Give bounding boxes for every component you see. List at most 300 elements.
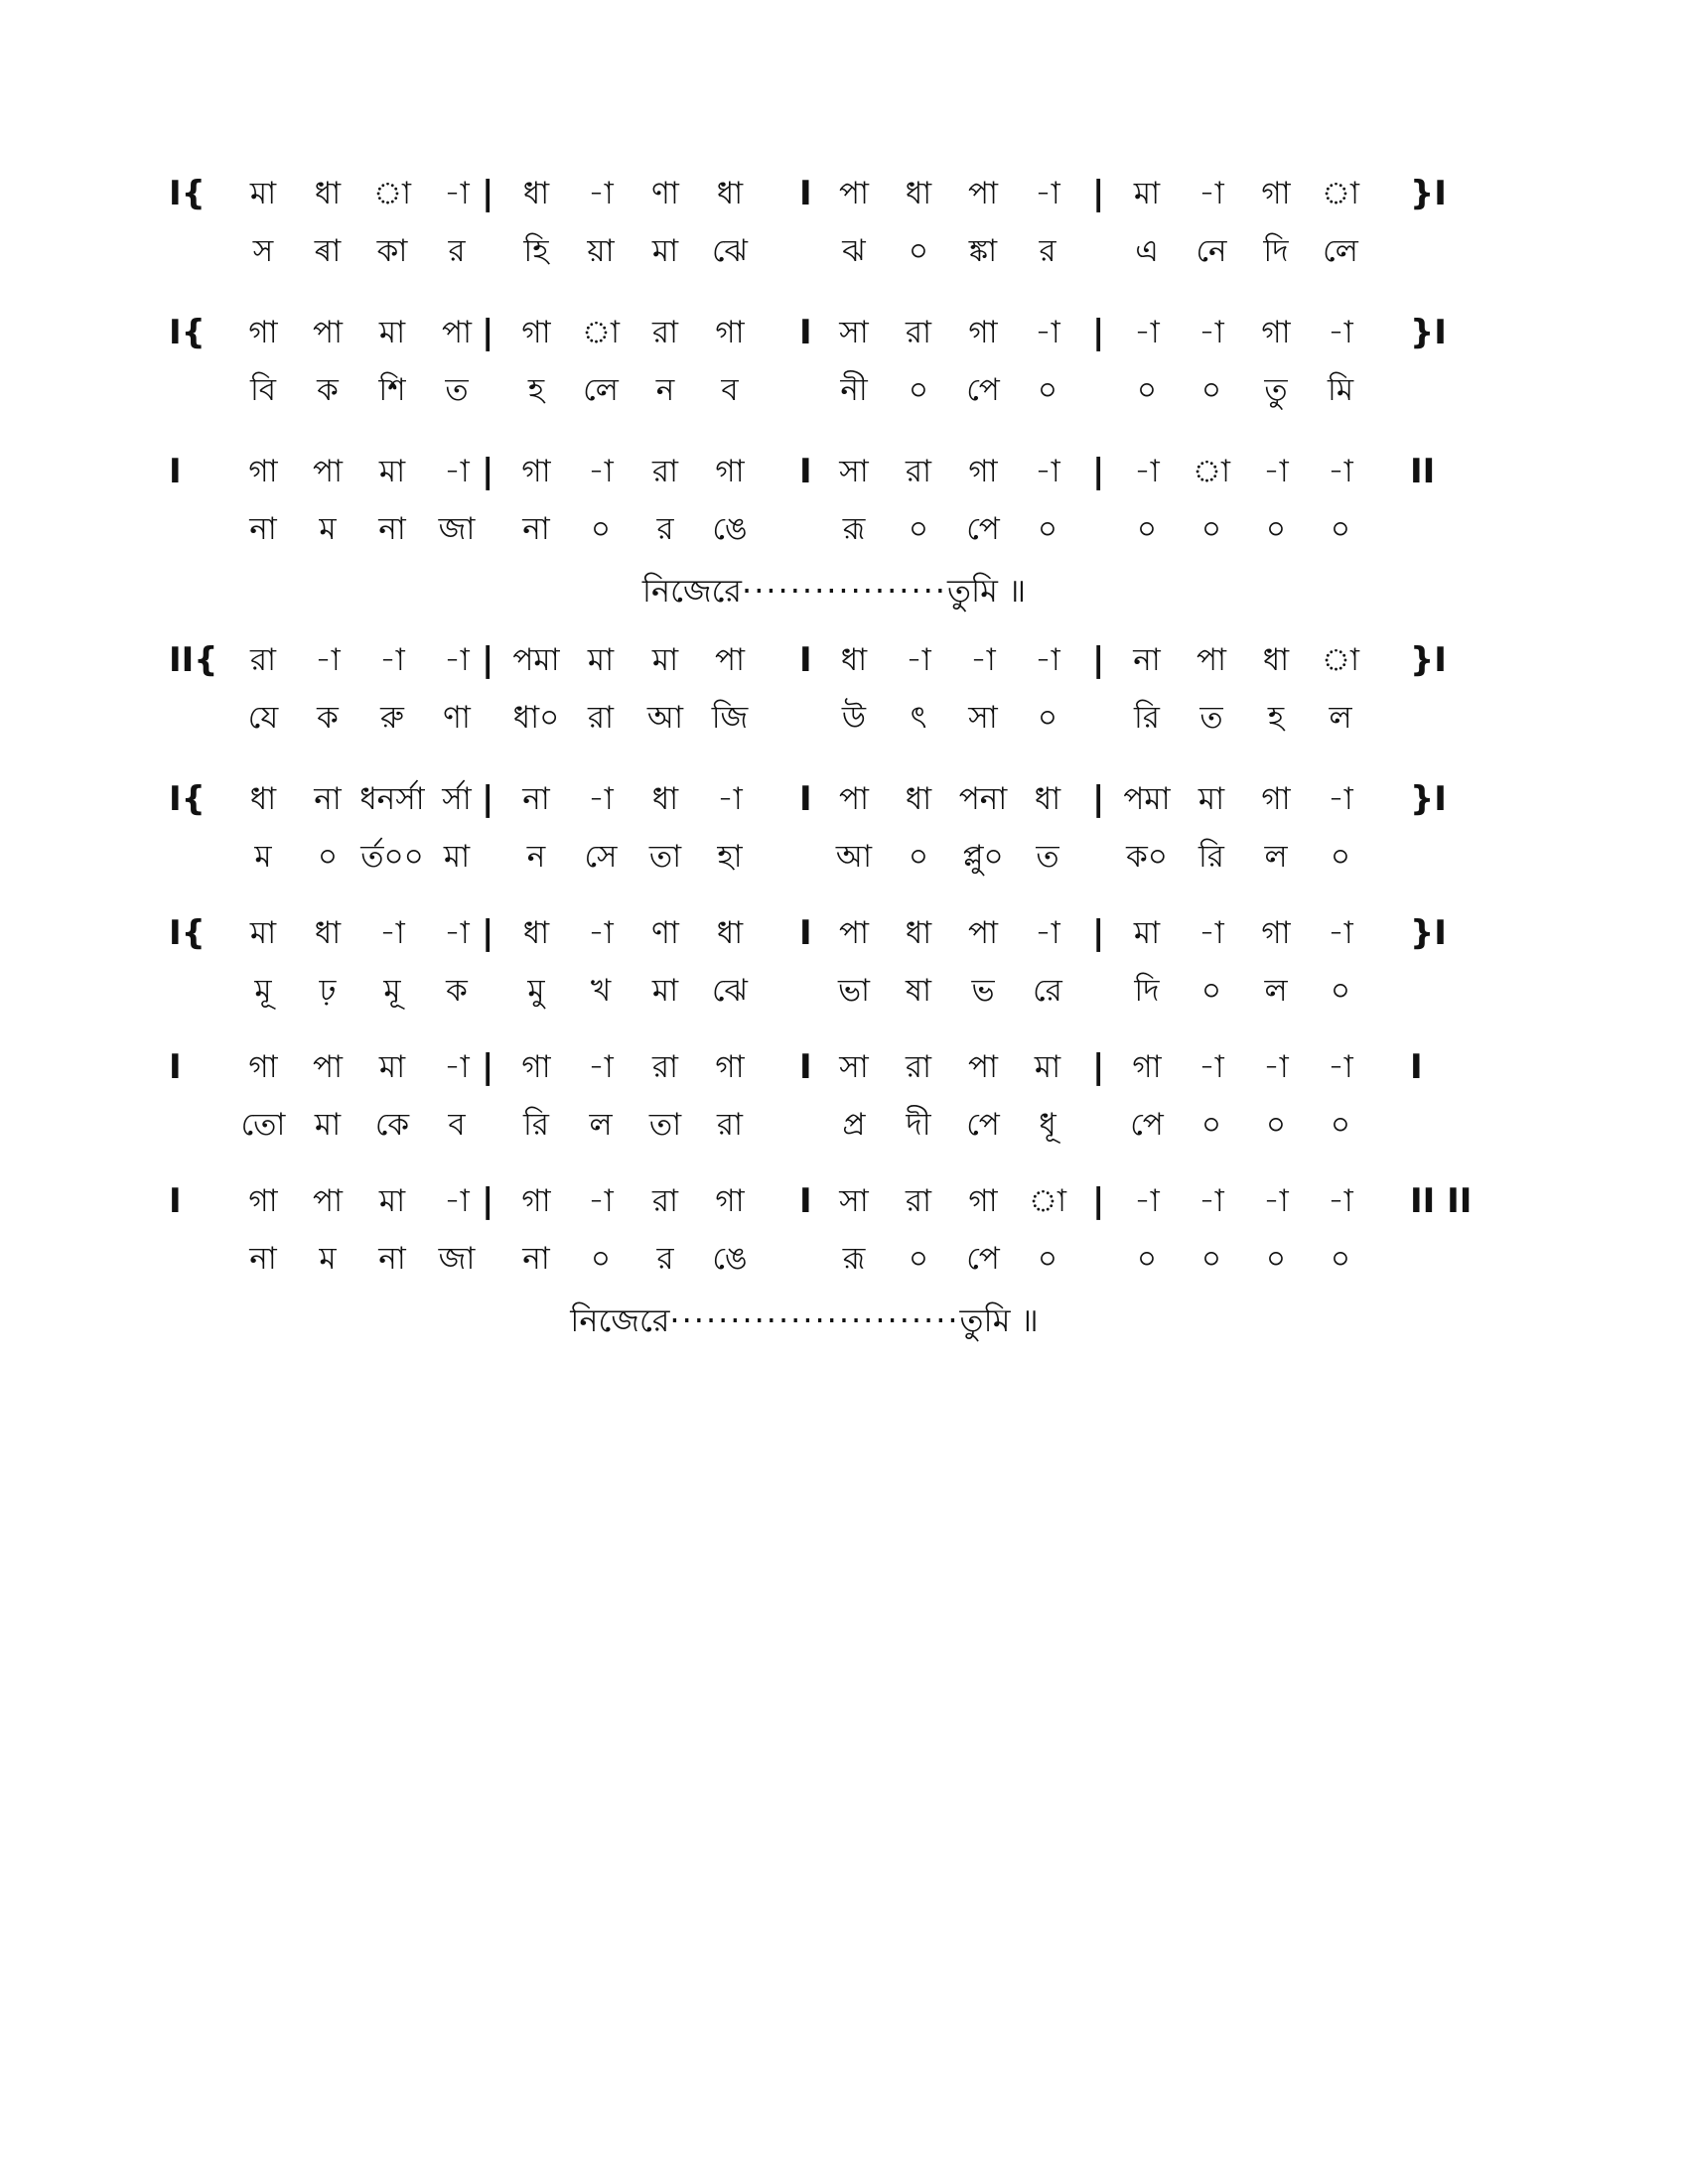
stave-open-mark: I: [169, 452, 182, 491]
refrain-marker: [0, 566, 1678, 615]
lyric-syllable: রা: [716, 1107, 744, 1143]
lyric-row: [179, 365, 1509, 415]
lyric-syllable: ০: [1200, 372, 1222, 408]
swara-note: মা: [1133, 176, 1161, 211]
bar-separator: |: [482, 174, 494, 213]
lyric-syllable: ন: [655, 372, 675, 408]
lyric-syllable: জি: [711, 700, 749, 736]
swara-note: পা: [441, 315, 473, 350]
lyric-syllable: ত: [1036, 839, 1059, 875]
swara-note: পা: [312, 1049, 344, 1085]
lyric-syllable: ০: [1136, 511, 1158, 547]
section-separator: I: [799, 913, 812, 953]
swara-note: ণা: [651, 176, 679, 211]
lyric-syllable: ০: [1265, 1107, 1287, 1143]
swara-row: [169, 908, 1509, 958]
lyric-syllable: রে: [1033, 973, 1062, 1009]
lyric-syllable: ল: [1264, 839, 1288, 875]
lyric-syllable: পে: [966, 511, 1000, 547]
section-separator: I: [799, 1181, 812, 1221]
swara-note: ধা: [1034, 781, 1061, 817]
swara-note: -া: [1198, 915, 1224, 951]
lyric-syllable: ০: [1330, 1107, 1351, 1143]
swara-note: রা: [651, 454, 679, 489]
swara-note: -া: [1134, 1183, 1160, 1219]
lyric-syllable: পে: [966, 372, 1000, 408]
swara-note: গা: [968, 1183, 998, 1219]
lyric-syllable: হ: [1267, 700, 1285, 736]
swara-note: -া: [906, 642, 931, 678]
swara-note: -া: [588, 1183, 614, 1219]
lyric-syllable: ০: [1200, 973, 1222, 1009]
section-separator: I: [799, 174, 812, 213]
lyric-syllable: ০: [590, 1241, 612, 1277]
swara-note: পা: [312, 454, 344, 489]
swara-note: ধা: [716, 176, 744, 211]
swara-note: মা: [651, 642, 679, 678]
lyric-syllable: ক: [317, 372, 339, 408]
lyric-syllable: প্লু০: [962, 839, 1004, 875]
lyric-syllable: ষা: [905, 973, 932, 1009]
swara-note: -া: [1328, 1049, 1353, 1085]
lyric-syllable: ০: [317, 839, 339, 875]
lyric-syllable: ল: [1264, 973, 1288, 1009]
swara-note: গা: [521, 315, 551, 350]
lyric-syllable: ল: [1329, 700, 1352, 736]
lyric-syllable: কা: [376, 233, 408, 269]
lyric-syllable: ০: [1136, 372, 1158, 408]
lyric-syllable: খ: [590, 973, 612, 1009]
swara-row: [169, 1176, 1509, 1226]
swara-note: সা: [839, 1183, 869, 1219]
swara-note: পা: [1196, 642, 1227, 678]
lyric-syllable: পে: [966, 1241, 1000, 1277]
swara-note: সা: [839, 315, 869, 350]
stave-close-mark: }I: [1410, 640, 1447, 680]
lyric-syllable: নী: [840, 372, 868, 408]
swara-note: রা: [651, 1183, 679, 1219]
bar-separator: |: [1092, 313, 1105, 352]
swara-note: -া: [1263, 454, 1289, 489]
swara-note: া: [372, 176, 411, 211]
swara-note: -া: [1134, 315, 1160, 350]
refrain-marker: [0, 1296, 1648, 1345]
lyric-syllable: কে: [374, 1107, 410, 1143]
stave-open-mark: I{: [169, 313, 206, 352]
swara-note: -া: [1198, 315, 1224, 350]
lyric-syllable: র: [656, 1241, 674, 1277]
swara-note: -া: [315, 642, 341, 678]
lyric-syllable: আ: [835, 839, 873, 875]
swara-note: ধা: [522, 176, 550, 211]
lyric-syllable: ব: [721, 372, 739, 408]
section-separator: I: [799, 313, 812, 352]
lyric-syllable: তা: [648, 839, 682, 875]
lyric-syllable: জা: [438, 511, 476, 547]
swara-note: পা: [967, 915, 999, 951]
swara-note: -া: [588, 781, 614, 817]
swara-note: পা: [312, 315, 344, 350]
swara-note: মা: [587, 642, 615, 678]
lyric-syllable: ম: [319, 1241, 337, 1277]
lyric-syllable: ০: [1330, 839, 1351, 875]
swara-note: গা: [968, 454, 998, 489]
refrain-start: নিজেরে: [641, 572, 743, 610]
lyric-syllable: ত: [1199, 700, 1223, 736]
stave-open-mark: I: [169, 1047, 182, 1087]
swara-note: গা: [1261, 781, 1291, 817]
lyric-syllable: না: [378, 511, 406, 547]
swara-note: ধা: [905, 176, 932, 211]
lyric-syllable: না: [522, 1241, 550, 1277]
swara-row: [169, 447, 1509, 496]
notation-stave: [169, 635, 1509, 745]
swara-note: না: [1133, 642, 1161, 678]
bar-separator: |: [1092, 640, 1105, 680]
lyric-syllable: ০: [1200, 511, 1222, 547]
lyric-syllable: প্র: [842, 1107, 866, 1143]
refrain-dots: ·················: [742, 572, 947, 610]
stave-close-mark: II: [1410, 452, 1436, 491]
swara-note: গা: [521, 1049, 551, 1085]
lyric-syllable: ০: [1265, 511, 1287, 547]
swara-note: সা: [839, 454, 869, 489]
swara-note: গা: [715, 315, 745, 350]
lyric-syllable: ০: [1330, 511, 1351, 547]
swara-note: -া: [588, 176, 614, 211]
swara-note: ণা: [651, 915, 679, 951]
lyric-syllable: মা: [651, 233, 679, 269]
bar-separator: |: [1092, 779, 1105, 819]
lyric-syllable: মা: [314, 1107, 342, 1143]
lyric-syllable: ঢ়: [319, 973, 337, 1009]
section-separator: I: [799, 640, 812, 680]
swara-note: পা: [967, 1049, 999, 1085]
swara-note: মা: [249, 915, 277, 951]
swara-note: -া: [1198, 1183, 1224, 1219]
lyric-syllable: য়া: [587, 233, 615, 269]
stave-open-mark: II{: [169, 640, 218, 680]
swara-note: রা: [905, 454, 932, 489]
swara-note: গা: [248, 1183, 278, 1219]
lyric-syllable: ০: [1200, 1241, 1222, 1277]
swara-note: -া: [379, 642, 405, 678]
swara-note: গা: [248, 454, 278, 489]
lyric-syllable: মি: [1327, 372, 1354, 408]
swara-note: -া: [1328, 915, 1353, 951]
lyric-syllable: ক: [446, 973, 468, 1009]
swara-note: া: [1321, 642, 1359, 678]
swara-note: ধা: [905, 915, 932, 951]
lyric-syllable: ক: [317, 700, 339, 736]
swara-note: -া: [1035, 176, 1060, 211]
swara-note: ধা: [905, 781, 932, 817]
swara-note: ধা: [522, 915, 550, 951]
swara-note: মা: [378, 454, 406, 489]
lyric-syllable: ভা: [837, 973, 871, 1009]
lyric-syllable: ঙে: [712, 511, 748, 547]
swara-note: র্সা: [442, 781, 472, 817]
lyric-row: [179, 832, 1509, 882]
swara-note: পা: [838, 781, 870, 817]
refrain-end: তুমি ॥: [959, 1301, 1039, 1339]
stave-open-mark: I{: [169, 779, 206, 819]
stave-close-mark: }I: [1410, 174, 1447, 213]
lyric-syllable: মু: [527, 973, 545, 1009]
lyric-syllable: ০: [1037, 700, 1058, 736]
swara-note: ধা: [314, 915, 342, 951]
swara-note: -া: [444, 915, 470, 951]
lyric-syllable: ০: [1037, 372, 1058, 408]
notation-stave: [169, 308, 1509, 417]
lyric-syllable: ০: [1136, 1241, 1158, 1277]
lyric-syllable: ০: [908, 511, 929, 547]
bar-separator: |: [482, 779, 494, 819]
swara-note: -া: [1328, 1183, 1353, 1219]
lyric-syllable: রি: [523, 1107, 549, 1143]
lyric-syllable: পে: [966, 1107, 1000, 1143]
swara-note: পনা: [958, 781, 1008, 817]
bar-separator: |: [1092, 1181, 1105, 1221]
lyric-syllable: এ: [1135, 233, 1159, 269]
swara-note: ধা: [651, 781, 679, 817]
section-separator: I: [799, 779, 812, 819]
lyric-row: [179, 1100, 1509, 1150]
bar-separator: |: [1092, 174, 1105, 213]
swara-note: ধনর্সা: [359, 781, 425, 817]
swara-note: মা: [249, 176, 277, 211]
swara-note: পা: [714, 642, 746, 678]
lyric-syllable: আ: [646, 700, 684, 736]
swara-note: রা: [905, 1049, 932, 1085]
swara-note: রা: [249, 642, 277, 678]
swara-note: া: [581, 315, 620, 350]
lyric-syllable: হ: [527, 372, 545, 408]
swara-note: -া: [1328, 454, 1353, 489]
lyric-syllable: ০: [1330, 973, 1351, 1009]
lyric-syllable: রূ: [842, 511, 866, 547]
notation-stave: [169, 169, 1509, 278]
swara-note: -া: [444, 176, 470, 211]
swara-note: -া: [444, 454, 470, 489]
refrain-start: নিজেরে: [570, 1301, 670, 1339]
swara-note: -া: [1328, 315, 1353, 350]
swara-note: ধা: [716, 915, 744, 951]
swara-note: -া: [1134, 454, 1160, 489]
swara-note: পা: [838, 915, 870, 951]
lyric-syllable: ০: [908, 839, 929, 875]
swara-note: -া: [717, 781, 743, 817]
lyric-syllable: র: [448, 233, 466, 269]
swara-note: -া: [588, 454, 614, 489]
stave-open-mark: I{: [169, 913, 206, 953]
swara-note: পমা: [1123, 781, 1171, 817]
lyric-syllable: না: [378, 1241, 406, 1277]
lyric-syllable: স: [252, 233, 274, 269]
swara-note: রা: [905, 1183, 932, 1219]
swara-note: -া: [1035, 315, 1060, 350]
lyric-syllable: না: [522, 511, 550, 547]
lyric-syllable: রি: [1198, 839, 1224, 875]
lyric-syllable: ০: [908, 1241, 929, 1277]
refrain-end: তুমি ॥: [946, 572, 1027, 610]
bar-separator: |: [482, 1047, 494, 1087]
swara-note: মা: [1133, 915, 1161, 951]
swara-note: ধা: [314, 176, 342, 211]
lyric-syllable: শি: [378, 372, 406, 408]
lyric-syllable: লে: [583, 372, 619, 408]
lyric-row: [179, 504, 1509, 554]
swara-note: পা: [312, 1183, 344, 1219]
swara-note: গা: [1261, 915, 1291, 951]
stave-close-mark: }I: [1410, 313, 1447, 352]
swara-note: -া: [1263, 1183, 1289, 1219]
swara-note: া: [1321, 176, 1359, 211]
swara-note: -া: [379, 915, 405, 951]
swara-note: মা: [378, 1049, 406, 1085]
swara-note: ধা: [1262, 642, 1290, 678]
notation-stave: [169, 774, 1509, 884]
lyric-syllable: ধূ: [1039, 1107, 1056, 1143]
swara-note: গা: [1261, 315, 1291, 350]
swara-note: রা: [651, 315, 679, 350]
lyric-syllable: মূ: [383, 973, 401, 1009]
lyric-syllable: বি: [249, 372, 277, 408]
bar-separator: |: [482, 640, 494, 680]
lyric-syllable: ০: [908, 372, 929, 408]
lyric-syllable: ০: [1265, 1241, 1287, 1277]
swara-note: পা: [838, 176, 870, 211]
swara-row: [169, 1042, 1509, 1092]
swara-row: [169, 169, 1509, 218]
stave-close-mark: II II: [1410, 1181, 1473, 1221]
swara-note: না: [522, 781, 550, 817]
swara-note: -া: [444, 642, 470, 678]
swara-note: -া: [588, 915, 614, 951]
lyric-syllable: মা: [651, 973, 679, 1009]
swara-note: ধা: [249, 781, 277, 817]
swara-note: গা: [521, 454, 551, 489]
lyric-syllable: ৰা: [314, 233, 342, 269]
lyric-syllable: ঙ্কা: [968, 233, 998, 269]
lyric-syllable: ০: [1037, 1241, 1058, 1277]
lyric-syllable: নে: [1196, 233, 1227, 269]
swara-note: -া: [1198, 1049, 1224, 1085]
lyric-syllable: ন: [526, 839, 546, 875]
swara-note: মা: [1197, 781, 1225, 817]
swara-note: পা: [967, 176, 999, 211]
lyric-syllable: জা: [438, 1241, 476, 1277]
swara-note: -া: [444, 1183, 470, 1219]
lyric-row: [179, 1234, 1509, 1284]
swara-row: [169, 774, 1509, 824]
swara-note: রা: [651, 1049, 679, 1085]
lyric-syllable: রূ: [842, 1241, 866, 1277]
bar-separator: |: [1092, 913, 1105, 953]
swara-note: গা: [248, 315, 278, 350]
lyric-syllable: র: [656, 511, 674, 547]
swara-note: গা: [248, 1049, 278, 1085]
lyric-syllable: দি: [1134, 973, 1160, 1009]
lyric-syllable: যে: [247, 700, 279, 736]
swara-note: না: [314, 781, 342, 817]
lyric-syllable: রা: [587, 700, 615, 736]
lyric-syllable: ণা: [443, 700, 471, 736]
lyric-syllable: ম: [319, 511, 337, 547]
lyric-syllable: তু: [1264, 372, 1288, 408]
lyric-syllable: দি: [1263, 233, 1289, 269]
lyric-syllable: ঙে: [712, 1241, 748, 1277]
lyric-syllable: সা: [968, 700, 998, 736]
swara-note: -া: [1328, 781, 1353, 817]
swara-note: া: [1192, 454, 1230, 489]
swara-row: [169, 635, 1509, 685]
lyric-row: [179, 693, 1509, 743]
lyric-syllable: রু: [380, 700, 404, 736]
lyric-syllable: ব: [448, 1107, 466, 1143]
bar-separator: |: [482, 313, 494, 352]
lyric-row: [179, 226, 1509, 276]
lyric-syllable: ০: [908, 233, 929, 269]
stave-open-mark: I{: [169, 174, 206, 213]
swara-note: সা: [839, 1049, 869, 1085]
lyric-syllable: দী: [906, 1107, 931, 1143]
lyric-syllable: র্ত০০: [360, 839, 424, 875]
swara-note: গা: [715, 1183, 745, 1219]
swara-note: ধা: [840, 642, 868, 678]
lyric-row: [179, 966, 1509, 1016]
bar-separator: |: [482, 1181, 494, 1221]
lyric-syllable: র: [1039, 233, 1056, 269]
bar-separator: |: [1092, 1047, 1105, 1087]
section-separator: I: [799, 1047, 812, 1087]
lyric-syllable: তো: [240, 1107, 286, 1143]
lyric-syllable: ০: [1037, 511, 1058, 547]
swara-note: গা: [968, 315, 998, 350]
lyric-syllable: তা: [648, 1107, 682, 1143]
lyric-syllable: উ: [841, 700, 867, 736]
section-separator: I: [799, 452, 812, 491]
refrain-dots: ························: [669, 1301, 960, 1339]
swara-row: [169, 308, 1509, 357]
swara-note: গা: [715, 454, 745, 489]
lyric-syllable: ঝে: [711, 973, 749, 1009]
stave-close-mark: }I: [1410, 913, 1447, 953]
notation-stave: [169, 447, 1509, 556]
lyric-syllable: লে: [1323, 233, 1358, 269]
notation-stave: [169, 1176, 1509, 1286]
lyric-syllable: না: [249, 1241, 277, 1277]
bar-separator: |: [482, 452, 494, 491]
swara-note: গা: [521, 1183, 551, 1219]
swara-note: পমা: [512, 642, 560, 678]
swara-note: -া: [970, 642, 996, 678]
stave-close-mark: }I: [1410, 779, 1447, 819]
lyric-syllable: মূ: [254, 973, 272, 1009]
lyric-syllable: ঝে: [711, 233, 749, 269]
stave-close-mark: I: [1410, 1047, 1423, 1087]
swara-note: মা: [378, 315, 406, 350]
lyric-syllable: হা: [717, 839, 743, 875]
lyric-syllable: পে: [1130, 1107, 1164, 1143]
lyric-syllable: ০: [590, 511, 612, 547]
swara-note: -া: [1035, 454, 1060, 489]
swara-note: গা: [715, 1049, 745, 1085]
swara-note: মা: [378, 1183, 406, 1219]
lyric-syllable: সে: [584, 839, 618, 875]
swara-note: -া: [1035, 915, 1060, 951]
lyric-syllable: ল: [589, 1107, 613, 1143]
